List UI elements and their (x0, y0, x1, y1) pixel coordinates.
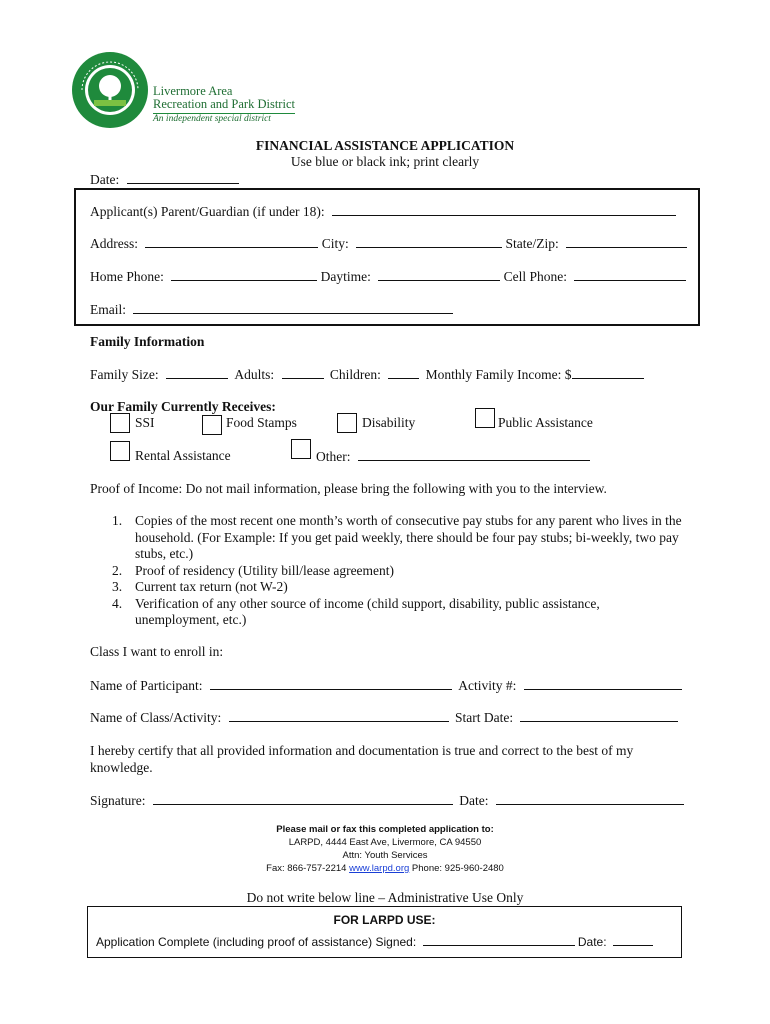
signature-row (90, 792, 684, 809)
city-label: City: (321, 236, 349, 251)
activity-num-field[interactable] (524, 677, 682, 690)
admin-heading: FOR LARPD USE: (333, 913, 436, 927)
daytime-label: Daytime: (320, 269, 371, 284)
signature-label: Signature: (90, 793, 146, 808)
cell-phone-label: Cell Phone: (503, 269, 567, 284)
proof-intro: Proof of Income: Do not mail information, please bring the following with you to the interview. (90, 481, 607, 496)
date-row (90, 171, 239, 188)
disability-checkbox[interactable] (337, 413, 357, 433)
list-item: 4. Verification of any other source of income (child support, disability, public assistance, unemployment, etc.) (112, 595, 600, 627)
income-label: Monthly Family Income: $ (425, 367, 572, 382)
participant-label: Name of Participant: (90, 678, 203, 693)
larpd-logo (70, 50, 150, 130)
page-subtitle: Use blue or black ink; print clearly (290, 154, 480, 169)
admin-divider-text: Do not write below line – Administrative Use Only (246, 890, 524, 905)
family-size-label: Family Size: (90, 367, 159, 382)
other-checkbox[interactable] (291, 439, 311, 459)
public-assistance-checkbox[interactable] (475, 408, 495, 428)
adults-label: Adults: (234, 367, 275, 382)
class-label: Name of Class/Activity: (90, 710, 222, 725)
public-assistance-label: Public Assistance (498, 415, 593, 430)
food-stamps-label: Food Stamps (226, 415, 297, 430)
start-date-label: Start Date: (454, 710, 514, 725)
website-link[interactable]: www.larpd.org (349, 863, 410, 874)
signature-date-label: Date: (459, 793, 489, 808)
state-zip-field[interactable] (566, 235, 687, 248)
list-item: 3. Current tax return (not W-2) (112, 579, 288, 594)
food-stamps-checkbox[interactable] (202, 415, 222, 435)
cell-phone-field[interactable] (574, 268, 686, 281)
email-row (90, 301, 453, 318)
admin-row (96, 933, 653, 949)
income-field[interactable] (572, 366, 644, 379)
receives-heading: Our Family Currently Receives: (90, 399, 276, 414)
mail-address: LARPD, 4444 East Ave, Livermore, CA 94550 (288, 837, 482, 848)
phone-number: Phone: 925-960-2480 (411, 863, 504, 874)
admin-complete-label: Application Complete (including proof of assistance) Signed: (96, 935, 417, 949)
address-label: Address: (90, 236, 138, 251)
mail-info (0, 823, 770, 875)
mail-heading: Please mail or fax this completed application to: (276, 824, 494, 835)
admin-date-field[interactable] (613, 933, 653, 946)
class-field[interactable] (229, 709, 449, 722)
participant-row (90, 677, 682, 694)
certify-text: I hereby certify that all provided information and documentation is true and correct to the best of my knowledge. (90, 743, 634, 775)
children-field[interactable] (388, 366, 419, 379)
list-item: 1. Copies of the most recent one month’s worth of consecutive pay stubs for any parent who lives in the household. (For Example: If you get paid weekly, there should be four pay stubs; bi-weekly, two pay stubs, etc.) (112, 513, 682, 561)
ssi-label: SSI (135, 415, 155, 430)
list-item: 2. Proof of residency (Utility bill/lease agreement) (112, 562, 395, 578)
state-zip-label: State/Zip: (505, 236, 559, 251)
signature-field[interactable] (153, 792, 453, 805)
participant-field[interactable] (210, 677, 452, 690)
family-size-row (90, 366, 644, 383)
page-title: FINANCIAL ASSISTANCE APPLICATION (255, 138, 515, 153)
parent-guardian-field[interactable] (332, 203, 676, 216)
admin-date-label: Date: (577, 935, 607, 949)
disability-label: Disability (362, 415, 416, 430)
home-phone-label: Home Phone: (90, 269, 164, 284)
class-row (90, 709, 678, 726)
other-field[interactable] (358, 448, 590, 461)
ssi-checkbox[interactable] (110, 413, 130, 433)
fax-number: Fax: 866-757-2214 (266, 863, 347, 874)
address-field[interactable] (145, 235, 318, 248)
mail-contact (0, 862, 770, 875)
rental-assistance-checkbox[interactable] (110, 441, 130, 461)
family-info-heading: Family Information (90, 334, 205, 349)
other-row (316, 448, 590, 465)
city-field[interactable] (356, 235, 502, 248)
date-label: Date: (90, 172, 120, 187)
parent-guardian-label: Applicant(s) Parent/Guardian (if under 18): (90, 204, 325, 219)
logo-name-line2: Recreation and Park District (153, 97, 295, 114)
start-date-field[interactable] (520, 709, 678, 722)
home-phone-field[interactable] (171, 268, 317, 281)
proof-list (90, 513, 690, 629)
address-row (90, 235, 687, 252)
daytime-phone-field[interactable] (378, 268, 500, 281)
logo-name-line1: Livermore Area (153, 84, 233, 98)
children-label: Children: (329, 367, 381, 382)
other-label: Other: (316, 449, 351, 464)
date-field[interactable] (127, 171, 239, 184)
logo-seal-icon (70, 50, 150, 130)
email-label: Email: (90, 302, 126, 317)
signature-date-field[interactable] (496, 792, 684, 805)
family-size-field[interactable] (166, 366, 228, 379)
mail-attn: Attn: Youth Services (342, 850, 428, 861)
enroll-heading: Class I want to enroll in: (90, 644, 224, 659)
parent-row (90, 203, 676, 220)
phone-row (90, 268, 686, 285)
logo-tagline: An independent special district (153, 114, 271, 124)
email-field[interactable] (133, 301, 453, 314)
adults-field[interactable] (282, 366, 324, 379)
activity-num-label: Activity #: (458, 678, 517, 693)
rental-assistance-label: Rental Assistance (135, 448, 231, 463)
admin-signed-field[interactable] (423, 933, 575, 946)
